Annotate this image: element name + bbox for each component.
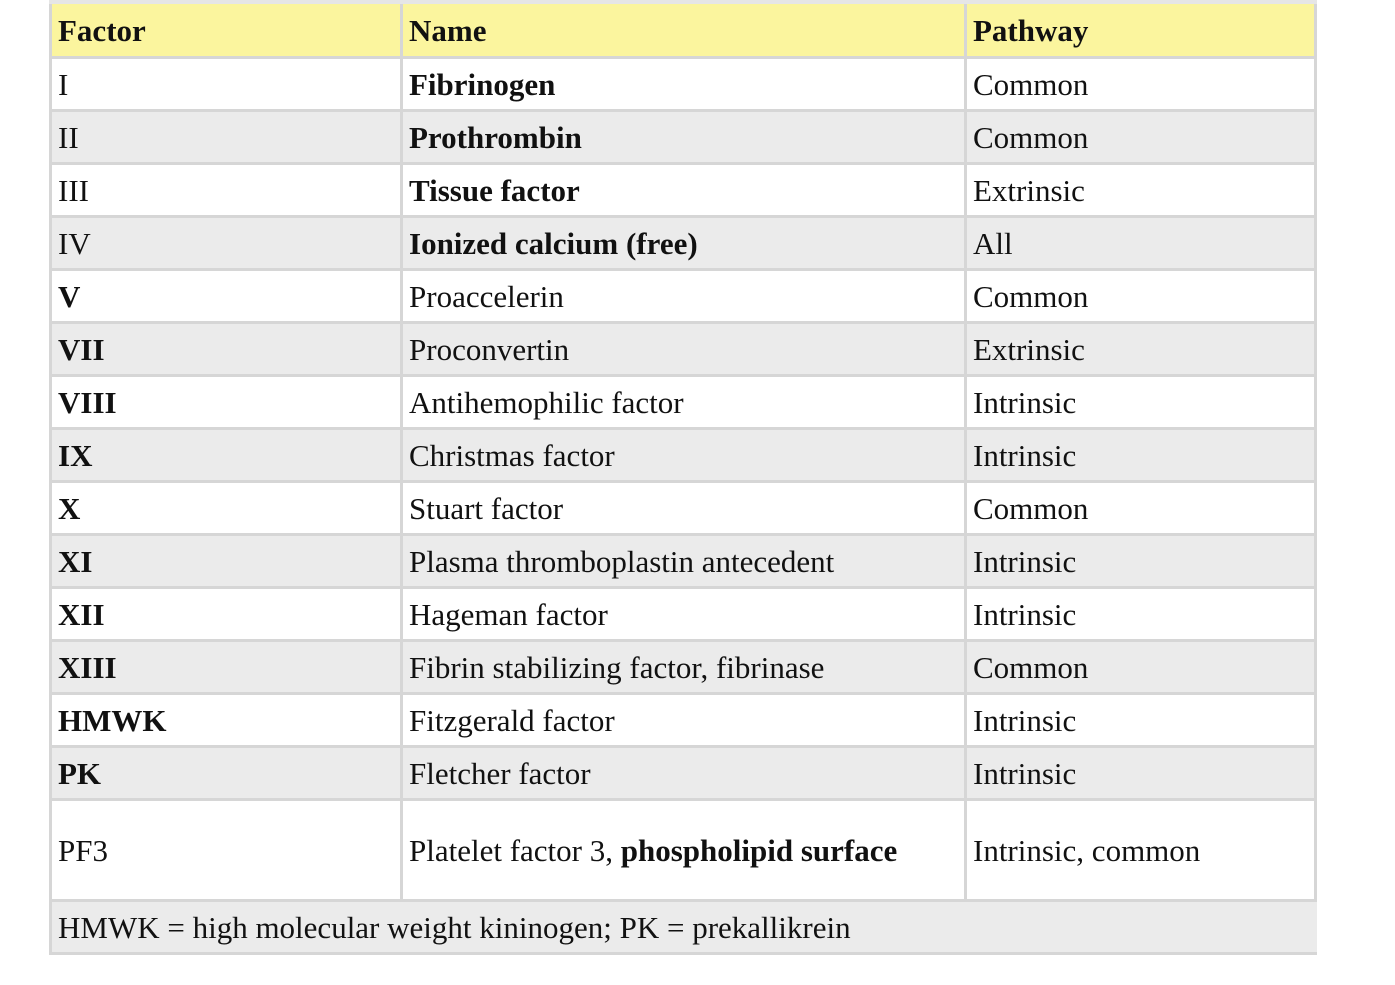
name-text: Antihemophilic factor xyxy=(409,384,684,420)
factor-cell: XII xyxy=(51,588,402,641)
table-row xyxy=(51,747,1316,800)
pathway-cell: Extrinsic xyxy=(966,164,1316,217)
table-row xyxy=(51,429,1316,482)
name-cell xyxy=(402,111,966,164)
name-cell xyxy=(402,217,966,270)
table-row xyxy=(51,535,1316,588)
pathway-cell: Intrinsic xyxy=(966,429,1316,482)
table-row xyxy=(51,641,1316,694)
name-text: Hageman factor xyxy=(409,596,608,632)
name-text-bold: Tissue factor xyxy=(409,172,580,208)
name-text: Fletcher factor xyxy=(409,755,591,791)
table-row xyxy=(51,58,1316,111)
factor-cell: IV xyxy=(51,217,402,270)
pathway-cell: Intrinsic xyxy=(966,747,1316,800)
factor-cell: V xyxy=(51,270,402,323)
factor-cell: XIII xyxy=(51,641,402,694)
name-text-bold: Fibrinogen xyxy=(409,66,556,102)
name-cell xyxy=(402,535,966,588)
pathway-cell: Intrinsic xyxy=(966,588,1316,641)
table-row xyxy=(51,270,1316,323)
name-text: Platelet factor 3, xyxy=(409,832,621,868)
column-header-pathway: Pathway xyxy=(966,2,1316,58)
table-body xyxy=(51,58,1316,954)
factor-cell: I xyxy=(51,58,402,111)
table-row xyxy=(51,588,1316,641)
factor-cell: IX xyxy=(51,429,402,482)
name-text: Fibrin stabilizing factor, fibrinase xyxy=(409,649,825,685)
factor-cell: HMWK xyxy=(51,694,402,747)
pathway-cell: Intrinsic xyxy=(966,376,1316,429)
footnote-text: HMWK = high molecular weight kininogen; PK = prekallikrein xyxy=(51,901,1316,954)
table-row xyxy=(51,694,1316,747)
factor-cell: PF3 xyxy=(51,800,402,901)
table-row xyxy=(51,323,1316,376)
name-cell xyxy=(402,588,966,641)
name-cell xyxy=(402,376,966,429)
name-cell xyxy=(402,270,966,323)
name-cell xyxy=(402,164,966,217)
factor-cell: III xyxy=(51,164,402,217)
header-row xyxy=(51,2,1316,58)
coagulation-factors-table xyxy=(49,0,1317,955)
table-row xyxy=(51,800,1316,901)
pathway-cell: Common xyxy=(966,641,1316,694)
table-row xyxy=(51,376,1316,429)
name-cell xyxy=(402,429,966,482)
table-row xyxy=(51,217,1316,270)
name-cell xyxy=(402,58,966,111)
factor-cell: II xyxy=(51,111,402,164)
table-row xyxy=(51,482,1316,535)
pathway-cell: Intrinsic xyxy=(966,535,1316,588)
name-cell xyxy=(402,641,966,694)
coagulation-factors-table-container xyxy=(49,0,1314,955)
factor-cell: VII xyxy=(51,323,402,376)
name-text: Fitzgerald factor xyxy=(409,702,615,738)
name-cell xyxy=(402,747,966,800)
pathway-cell: Common xyxy=(966,482,1316,535)
name-text: Christmas factor xyxy=(409,437,615,473)
name-cell xyxy=(402,800,966,901)
name-cell xyxy=(402,694,966,747)
pathway-cell: Intrinsic, common xyxy=(966,800,1316,901)
footnote-row xyxy=(51,901,1316,954)
pathway-cell: Common xyxy=(966,58,1316,111)
pathway-cell: All xyxy=(966,217,1316,270)
name-text: Proaccelerin xyxy=(409,278,564,314)
pathway-cell: Intrinsic xyxy=(966,694,1316,747)
table-row xyxy=(51,111,1316,164)
factor-cell: XI xyxy=(51,535,402,588)
name-text-bold: phospholipid surface xyxy=(620,832,898,868)
name-text-bold: Prothrombin xyxy=(409,119,582,155)
pathway-cell: Common xyxy=(966,270,1316,323)
column-header-factor: Factor xyxy=(51,2,402,58)
pathway-cell: Common xyxy=(966,111,1316,164)
column-header-name: Name xyxy=(402,2,966,58)
name-cell xyxy=(402,482,966,535)
factor-cell: X xyxy=(51,482,402,535)
table-row xyxy=(51,164,1316,217)
name-text: Proconvertin xyxy=(409,331,570,367)
name-cell xyxy=(402,323,966,376)
name-text: Stuart factor xyxy=(409,490,564,526)
factor-cell: PK xyxy=(51,747,402,800)
name-text: Plasma thromboplastin antecedent xyxy=(409,543,835,579)
name-text-bold: Ionized calcium (free) xyxy=(409,225,698,261)
pathway-cell: Extrinsic xyxy=(966,323,1316,376)
factor-cell: VIII xyxy=(51,376,402,429)
